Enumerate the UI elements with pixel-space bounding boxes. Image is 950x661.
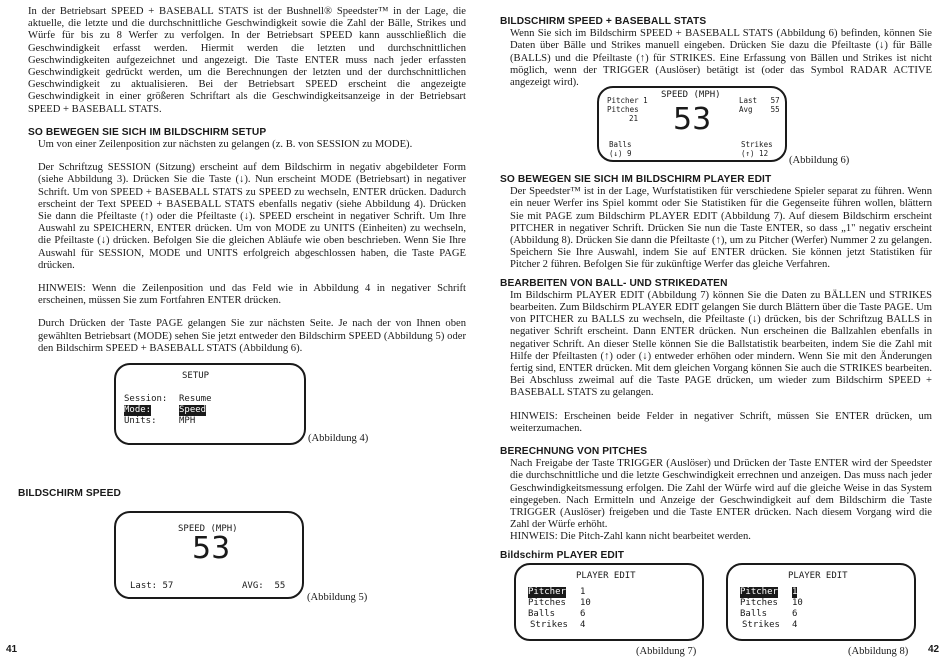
- player-edit-title: PLAYER EDIT: [788, 571, 848, 581]
- setup-screen: [114, 363, 306, 445]
- right-page-bottom: [500, 174, 932, 562]
- mode-label: Mode:: [124, 405, 152, 415]
- units-value: MPH: [179, 416, 196, 426]
- pitcher-label: Pitcher: [528, 587, 566, 597]
- current-speed: 53: [673, 102, 712, 137]
- caption-figure-5: (Abbildung 5): [307, 592, 368, 603]
- right-page-top: [500, 16, 932, 89]
- left-page: [28, 6, 466, 355]
- stats-title: SPEED (MPH): [661, 90, 721, 100]
- balls-value: 6: [580, 609, 586, 619]
- strikes-label: Strikes: [741, 140, 773, 149]
- player-edit-nav-heading: SO BEWEGEN SIE SICH IM BILDSCHIRM PLAYER EDIT: [500, 174, 772, 185]
- speed-screen: [114, 511, 304, 599]
- player-edit-screen-2: [726, 563, 916, 641]
- page-number-right: 42: [928, 644, 940, 655]
- pitches-label: Pitches: [740, 598, 778, 608]
- setup-paragraph-2: Der Schriftzug SESSION (Sitzung) erscheint auf dem Bildschirm in negativ abgebildeter Form (siehe Abbildung 3). Drücken Sie die Taste (↓). Nun erscheint MODE (Betriebsart) in negativer Schrift. Um von SPEED + BASEBALL STATS zu SPEED zu wechseln, ENTER drücken. Dadurch erscheint der Text SPEED + BASEBALL STATS ebenfalls negativ (siehe Abbildung 4). Drücken Sie dann die Pfeiltaste (↑) oder die Pfeiltaste (↓). SPEED erscheint in negativer Schrift. Um Ihre Auswahl zu SPEICHERN, ENTER drücken. Um von MODE zu UNITS (Einheiten) zu wechseln, die Pfeiltaste (↓) drücken. Befolgen Sie die gleichen Abläufe wie oben beschrieben. Wenn Sie Ihre Auswahl für SESSION, MODE und UNITS erfolgreich abgeschlossen haben, die Taste PAGE drücken.: [38, 162, 466, 271]
- caption-figure-8: (Abbildung 8): [848, 646, 909, 657]
- balls-label: Balls: [528, 609, 556, 619]
- pitches-value: 10: [792, 598, 803, 608]
- speed-value: 53: [192, 531, 231, 566]
- player-edit-paragraph: Der Speedster™ ist in der Lage, Wurfstatistiken für verschiedene Spieler separat zu führen. Wenn ein neuer Werfer ins Spiel kommt oder Sie Statistiken für die Gegenseite führen wollen, blättern Sie mit PAGE zum Bildschirm PLAYER EDIT (Abbildung 7). Auf diesem Bildschirm erscheint PITCHER in negativer Schrift. Drücken Sie nun die Taste ENTER, so dass „1" negativ erscheint (Abbildung 8). Drücken Sie dann die Pfeiltaste (↑), um zu Pitcher (Werfer) Nummer 2 zu gelangen. Speichern Sie Ihre Auswahl, indem Sie auf ENTER drücken. Sie können jetzt Statistiken für Pitcher 2 führen. Befolgen Sie für zukünftige Werfer das gleiche Verfahren.: [510, 186, 932, 271]
- balls-value: (↓) 9: [609, 149, 632, 158]
- pitcher-label: Pitcher: [740, 587, 778, 597]
- balls-label: Balls: [609, 140, 632, 149]
- edit-data-heading: BEARBEITEN VON BALL- UND STRIKEDATEN: [500, 277, 728, 289]
- setup-note: HINWEIS: Wenn die Zeilenposition und das Feld wie in Abbildung 4 in negativer Schrift erscheinen, müssen Sie zum Fortfahren ENTER drücken.: [38, 283, 466, 307]
- stats-screen: [597, 86, 787, 162]
- pitches-value: 21: [629, 114, 639, 123]
- last-value: Last 57: [739, 96, 780, 105]
- avg-value: Avg 55: [739, 105, 780, 114]
- strikes-value: (↑) 12: [741, 149, 769, 158]
- caption-figure-4: (Abbildung 4): [308, 433, 369, 444]
- pitches-label: Pitches: [528, 598, 566, 608]
- strikes-value: 4: [792, 620, 798, 630]
- strikes-value: 4: [580, 620, 586, 630]
- session-value: Resume: [179, 394, 212, 404]
- stats-heading: BILDSCHIRM SPEED + BASEBALL STATS: [500, 16, 707, 27]
- last-speed: Last: 57: [130, 581, 174, 591]
- pitches-label: Pitches: [607, 105, 639, 114]
- pitcher-value: 1: [792, 587, 798, 597]
- units-label: Units:: [124, 416, 157, 426]
- caption-figure-7: (Abbildung 7): [636, 646, 697, 657]
- setup-title: SETUP: [182, 371, 210, 381]
- balls-label: Balls: [740, 609, 768, 619]
- avg-speed: AVG: 55: [242, 581, 286, 591]
- setup-paragraph-1: Um von einer Zeilenposition zur nächsten zu gelangen (z. B. von SESSION zu MODE).: [38, 139, 413, 151]
- pitch-calc-paragraph: Nach Freigabe der Taste TRIGGER (Auslöser) und Drücken der Taste ENTER wird der Speedster die durchschnittliche und die letzte Geschwindigkeit errechnen und anzeigen. Das muss nach jeder Geschwindigkeitsmessung erfolgen. Die Zahl der Würfe wird auf die gleiche Weise in das System eingegeben. Nach Ermitteln und Anzeige der Geschwindigkeit auf dem Bildschirm die Taste TRIGGER (Auslöser) freigeben und die Taste ENTER drücken. Nach diesem Vorgang wird die Zahl der Würfe erhöht.: [510, 458, 932, 531]
- player-edit-screen-1: [514, 563, 704, 641]
- balls-value: 6: [792, 609, 798, 619]
- pitch-calc-note: HINWEIS: Die Pitch-Zahl kann nicht bearbeitet werden.: [510, 531, 751, 543]
- pitch-calc-heading: BERECHNUNG VON PITCHES: [500, 446, 648, 458]
- edit-data-note: HINWEIS: Erscheinen beide Felder in negativer Schrift, müssen Sie ENTER drücken, um weiterzumachen.: [510, 410, 932, 434]
- session-label: Session:: [124, 394, 168, 404]
- strikes-label: Strikes: [742, 620, 780, 630]
- player-edit-screen-heading: Bildschirm PLAYER EDIT: [500, 549, 625, 561]
- strikes-label: Strikes: [530, 620, 568, 630]
- speed-title: SPEED (MPH): [178, 524, 238, 534]
- stats-paragraph: Wenn Sie sich im Bildschirm SPEED + BASEBALL STATS (Abbildung 6) befinden, können Sie Daten über Bälle und Strikes manuell eingeben. Drücken Sie dazu die Pfeiltaste (↓) für Bälle (BALLS) und die Pfeiltaste (↑) für STRIKES. Eine Erfassung von Bällen und Strikes ist nicht möglich, wenn der TRIGGER (Auslöser) betätigt ist (oder das Symbol RADAR ACTIVE angezeigt wird).: [510, 28, 932, 89]
- edit-data-paragraph: Im Bildschirm PLAYER EDIT (Abbildung 7) können Sie die Daten zu BÄLLEN und STRIKES bearbeiten. Zum Bildschirm PLAYER EDIT gelangen Sie durch Blättern über die Taste PAGE. Um von PITCHER zu BALLS zu wechseln, die Pfeiltaste (↓) drücken, bis der Schriftzug BALLS in negativer Schrift erscheint. Dann ENTER drücken. Nun erscheinen die Ballzahlen ebenfalls in negativer Schrift. An dieser Stelle können Sie die Ballstatistik bearbeiten, indem Sie die Zahl mit Hilfe der Pfeiltasten (↑) oder (↓) entweder erhöhen oder mindern. Wenn Sie mit den Änderungen fertig sind, ENTER drücken. Mit dem gleichen Vorgang können Sie auch die STRIKES bearbeiten. Bei Abschluss zweimal auf die Taste PAGE drücken, um wieder zum Bildschirm SPEED + BASEBALL STATS zu gelangen.: [510, 289, 932, 399]
- player-edit-title: PLAYER EDIT: [576, 571, 636, 581]
- intro-paragraph: In der Betriebsart SPEED + BASEBALL STATS ist der Bushnell® Speedster™ in der Lage, die aktuelle, die letzte und die durchschnittliche Geschwindigkeit sowie die Zahl der Bälle, Strikes und Würfe für bis zu 8 Werfer zu verfolgen. In der Betriebsart SPEED kann ausschließlich die Geschwindigkeit erfasst werden. Hiermit werden die letzten und durchschnittlichen Geschwindigkeiten aufgezeichnet und angezeigt. Die Taste ENTER muss nach jeder erfassten Geschwindigkeit gedrückt werden, um die Berechnungen der letzten und der durchschnittlichen Geschwindigkeit zu aktualisieren. Bei der Betriebsart SPEED erscheint die angezeigte Geschwindigkeit in einer größeren Schriftart als die Geschwindigkeitsanzeige in der Betriebsart SPEED + BASEBALL STATS.: [28, 6, 466, 115]
- caption-figure-6: (Abbildung 6): [789, 155, 850, 166]
- setup-heading: SO BEWEGEN SIE SICH IM BILDSCHIRM SETUP: [28, 126, 267, 138]
- setup-paragraph-3: Durch Drücken der Taste PAGE gelangen Sie zur nächsten Seite. Je nach der von Ihnen oben gewählten Betriebsart (MODE) sehen Sie jetzt entweder den Bildschirm SPEED (Abbildung 5) oder den Bildschirm SPEED + BASEBALL STATS (Abbildung 6).: [38, 318, 466, 354]
- pitcher-number: Pitcher 1: [607, 96, 648, 105]
- pitches-value: 10: [580, 598, 591, 608]
- mode-value: Speed: [179, 405, 207, 415]
- page-number-left: 41: [6, 644, 18, 655]
- speed-screen-heading: BILDSCHIRM SPEED: [18, 488, 121, 499]
- pitcher-value: 1: [580, 587, 586, 597]
